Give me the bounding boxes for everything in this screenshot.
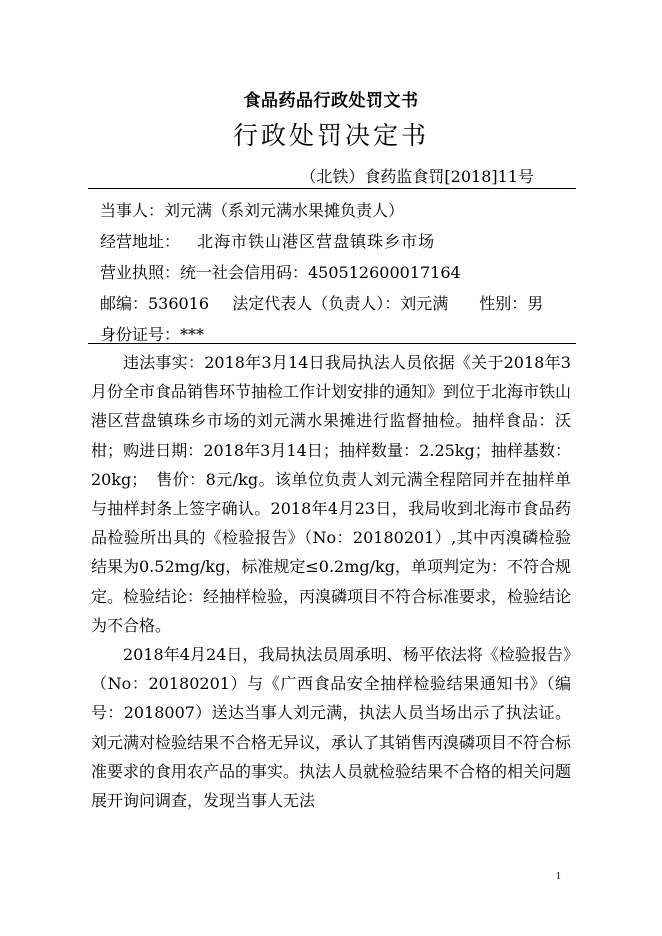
contact-line [100,291,543,314]
legal-representative: 法定代表人（负责人）：刘元满 [232,294,449,313]
document-subtitle: 食品药品行政处罚文书 [243,91,419,111]
license-line: 营业执照：统一社会信用码：450512600017164 [100,263,461,282]
party-line: 当事人：刘元满（系刘元满水果摊负责人） [100,201,405,220]
address-line [100,229,435,252]
service-paragraph: 2018年4月24日，我局执法员周承明、杨平依法将《检验报告》（No：20180201）与《广西食品安全抽样检验结果通知书》（编号：2018007）送达当事人刘元满，执法人员当场出示了执法证。刘元满对检验结果不合格无异议，承认了其销售丙溴磷项目不符合标准要求的食用农产品的事实。执法人员就检验结果不合格的相关问题展开询问调查，发现当事人无法 [91,645,572,811]
violation-facts-paragraph: 违法事实：2018年3月14日我局执法人员依据《关于2018年3月份全市食品销售环节抽检工作计划安排的通知》到位于北海市铁山港区营盘镇珠乡市场的刘元满水果摊进行监督抽检。抽样食品：沃柑；购进日期：2018年3月14日；抽样数量：2.25kg；抽样基数：20kg； 售价：8元/kg。该单位负责人刘元满全程陪同并在抽样单与抽样封条上签字确认。2018年4月23日，我局收到北海市食品药品检验所出具的《检验报告》（No：20180201）,其中丙溴磷检验结果为0.52mg/kg，标准规定≤0.2mg/kg，单项判定为：不符合规定。检验结论：经抽样检验，丙溴磷项目不符合标准要求，检验结论为不合格。 [91,353,572,635]
page-number: 1 [556,871,561,882]
header-divider [88,188,576,189]
id-number: 身份证号：*** [100,325,205,344]
decision-body [91,348,571,815]
info-divider [88,343,576,344]
postcode: 邮编：536016 [100,294,210,313]
document-title: 行政处罚决定书 [232,121,429,150]
address-value: 北海市铁山港区营盘镇珠乡市场 [197,232,436,251]
gender: 性别：男 [479,294,544,313]
document-number: （北铁）食药监食罚[2018]11号 [300,167,534,186]
address-label: 经营地址： [100,232,181,251]
